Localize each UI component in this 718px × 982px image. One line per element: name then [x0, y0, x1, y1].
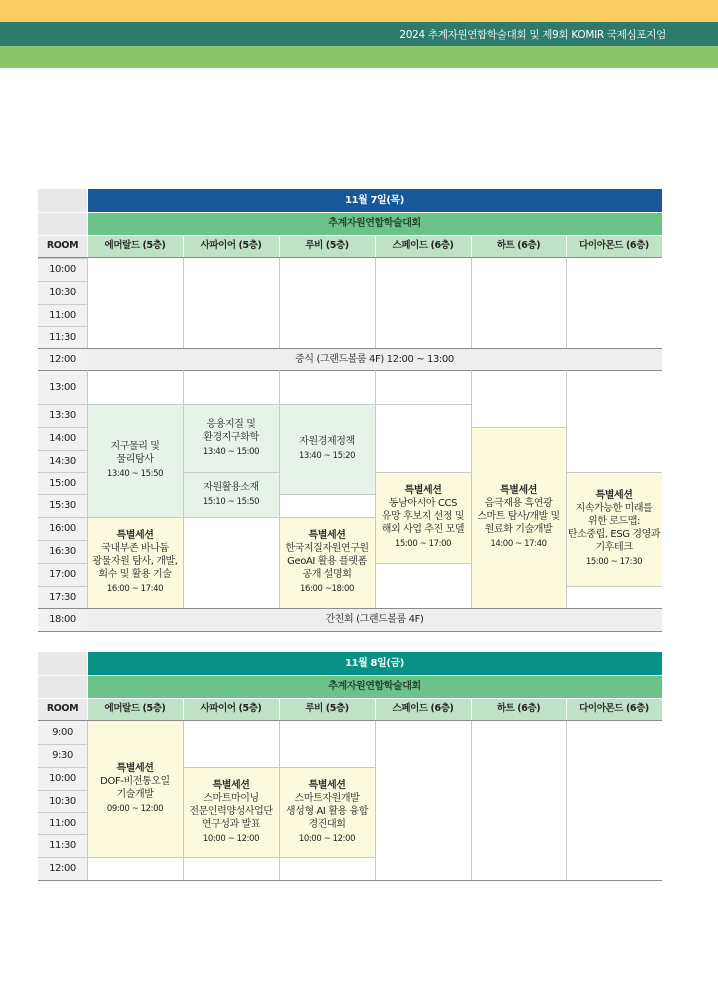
- room-header-1: 에머랄드 (5층): [87, 698, 183, 721]
- session-title: 스마트자원개발 생성형 AI 활용 융합 경진대회: [285, 792, 369, 830]
- room-header-2: 사파이어 (5층): [183, 698, 279, 721]
- grid-line: [471, 427, 566, 428]
- grid-line: [279, 721, 280, 880]
- session-title: 자원활용소재: [203, 481, 259, 493]
- corner-cell: [38, 652, 87, 675]
- session-title: 지구물리 및 물리탐사: [110, 441, 160, 466]
- session-time: 13:40 ~ 15:50: [106, 469, 164, 480]
- session-title: DOF-비전통오일 기술개발: [100, 776, 170, 801]
- session-special-geoai[interactable]: [279, 517, 375, 608]
- session-special-geoai-content: [285, 529, 368, 595]
- grid-line: [38, 281, 87, 282]
- session-label: 특별세션: [499, 485, 538, 497]
- time-label: 14:30: [38, 450, 87, 472]
- grid-line: [38, 427, 87, 428]
- session-time: 13:40 ~ 15:20: [298, 451, 356, 462]
- grid-line: [375, 370, 376, 608]
- session-special-esg[interactable]: [566, 472, 662, 586]
- divider: [375, 235, 376, 258]
- session-time: 14:00 ~ 17:40: [490, 539, 547, 550]
- time-label: 18:00: [38, 608, 87, 631]
- grid-line: [87, 258, 88, 348]
- grid-line: [183, 721, 184, 880]
- time-label: 14:00: [38, 427, 87, 450]
- time-label: 15:00: [38, 472, 87, 494]
- session-label: 특별세션: [116, 530, 154, 542]
- room-header-3: 루비 (5층): [279, 235, 375, 258]
- divider: [566, 698, 567, 721]
- date-bar: 11월 7일(목): [87, 189, 662, 212]
- session-special-graphite-content: [477, 484, 560, 550]
- room-header-4: 스페이드 (6층): [375, 235, 471, 258]
- session-resource-economics-content: [299, 435, 355, 462]
- session-special-smart-mining-content: [189, 779, 272, 845]
- divider: [87, 189, 88, 258]
- grid-line: [38, 857, 375, 858]
- session-time: 13:40 ~ 15:00: [202, 446, 260, 457]
- room-header-5: 하트 (6층): [471, 235, 566, 258]
- divider: [375, 698, 376, 721]
- corner-cell: [38, 212, 87, 235]
- time-label: 16:00: [38, 517, 87, 540]
- conference-bar: 추계자원연합학술대회: [87, 675, 662, 698]
- session-special-ccs[interactable]: [375, 472, 471, 563]
- grid-line: [38, 404, 87, 405]
- session-special-vanadium[interactable]: [87, 517, 183, 608]
- session-time: 10:00 ~ 12:00: [298, 833, 356, 844]
- session-time: 16:00 ~18:00: [299, 584, 354, 595]
- time-label: 11:00: [38, 812, 87, 834]
- time-label: 11:00: [38, 304, 87, 326]
- time-label: 10:00: [38, 767, 87, 790]
- time-label: 10:30: [38, 790, 87, 812]
- grid-line: [279, 258, 280, 348]
- grid-line: [38, 767, 87, 768]
- session-resource-materials[interactable]: [183, 472, 279, 517]
- divider: [38, 212, 662, 213]
- grid-line: [38, 326, 87, 327]
- time-label: 9:30: [38, 744, 87, 767]
- grid-line: [87, 517, 375, 518]
- grid-line: [38, 304, 87, 305]
- grid-line: [87, 721, 88, 880]
- session-geophysics-content: [107, 440, 163, 480]
- session-time: 16:00 ~ 17:40: [106, 584, 164, 595]
- room-header-2: 사파이어 (5층): [183, 235, 279, 258]
- divider: [183, 698, 184, 721]
- divider: [38, 675, 662, 676]
- grid-line: [38, 258, 87, 259]
- divider: [471, 235, 472, 258]
- time-label: 13:00: [38, 370, 87, 404]
- session-time: 15:00 ~ 17:30: [585, 557, 643, 568]
- conference-bar: 추계자원연합학술대회: [87, 212, 662, 235]
- divider: [87, 652, 88, 721]
- grid-line: [38, 744, 87, 745]
- grid-line: [38, 494, 87, 495]
- room-header-6: 다이아몬드 (6층): [566, 698, 662, 721]
- divider: [183, 235, 184, 258]
- session-special-smart-mining[interactable]: [183, 767, 279, 857]
- divider: [38, 235, 662, 236]
- time-label: 11:30: [38, 326, 87, 348]
- grid-line: [38, 257, 662, 258]
- session-special-dof[interactable]: [87, 721, 183, 857]
- divider: [471, 698, 472, 721]
- grid-line: [38, 586, 87, 587]
- grid-line: [38, 834, 87, 835]
- session-label: 특별세션: [308, 779, 346, 791]
- time-label: 10:30: [38, 281, 87, 304]
- grid-line: [38, 812, 87, 813]
- grid-line: [375, 721, 376, 880]
- lunch-row: 중식 (그랜드볼룸 4F) 12:00 ~ 13:00: [87, 348, 662, 370]
- grid-line: [87, 370, 88, 608]
- time-label: 12:00: [38, 348, 87, 370]
- session-label: 특별세션: [404, 485, 442, 497]
- session-special-dof-content: [100, 762, 170, 815]
- grid-line: [471, 370, 472, 608]
- grid-line: [38, 880, 662, 881]
- session-time: 10:00 ~ 12:00: [202, 833, 260, 844]
- grid-line: [38, 517, 87, 518]
- session-title: 자원경제정책: [299, 436, 355, 448]
- corner-cell: [38, 675, 87, 698]
- room-header-4: 스페이드 (6층): [375, 698, 471, 721]
- grid-line: [38, 540, 87, 541]
- header-title: 2024 추계자원연합학술대회 및 제9회 KOMIR 국제심포지엄: [399, 29, 666, 41]
- date-bar: 11월 8일(금): [87, 652, 662, 675]
- grid-line: [38, 720, 662, 721]
- grid-line: [566, 472, 662, 473]
- session-title: 동남아시아 CCS 유망 후보지 선정 및 해외 사업 추진 모델: [381, 498, 465, 536]
- session-resource-materials-content: [203, 481, 259, 508]
- grid-line: [38, 608, 662, 609]
- time-label: 17:30: [38, 586, 87, 608]
- divider: [38, 698, 662, 699]
- session-label: 특별세션: [308, 530, 346, 542]
- grid-line: [38, 370, 662, 371]
- grid-line: [38, 450, 87, 451]
- session-time: 09:00 ~ 12:00: [106, 804, 164, 815]
- grid-line: [471, 721, 472, 880]
- session-special-ai-contest[interactable]: [279, 767, 375, 857]
- divider: [279, 698, 280, 721]
- grid-line: [279, 370, 280, 608]
- grid-line: [566, 586, 662, 587]
- room-header-3: 루비 (5층): [279, 698, 375, 721]
- session-title: 스마트마이닝 전문인력양성사업단 연구성과 발표: [189, 792, 273, 830]
- divider: [279, 235, 280, 258]
- grid-line: [38, 563, 87, 564]
- room-header-label: ROOM: [38, 235, 87, 258]
- grid-line: [566, 258, 567, 348]
- session-applied-geology-content: [203, 418, 259, 458]
- grid-line: [375, 472, 471, 473]
- grid-line: [183, 258, 184, 348]
- time-label: 9:00: [38, 721, 87, 744]
- header-band-light-green: [0, 46, 718, 68]
- grid-line: [38, 790, 87, 791]
- session-special-ai-contest-content: [286, 779, 368, 845]
- room-header-1: 에머랄드 (5층): [87, 235, 183, 258]
- session-label: 특별세션: [116, 763, 154, 775]
- dinner-row: 간친회 (그랜드볼룸 4F): [87, 608, 662, 631]
- grid-line: [38, 631, 662, 632]
- grid-line: [566, 721, 567, 880]
- grid-line: [183, 472, 279, 473]
- session-title: 음극재용 흑연광 스마트 탐사/개발 및 원료화 기술개발: [477, 498, 560, 536]
- session-title: 한국지질자원연구원 GeoAI 활용 플랫폼 공개 설명회: [285, 543, 369, 581]
- room-header-label: ROOM: [38, 698, 87, 721]
- session-title: 지속가능한 미래를 위한 로드맵: 탄소중립, ESG 경영과 기후테크: [567, 503, 661, 554]
- time-label: 13:30: [38, 404, 87, 427]
- time-label: 12:00: [38, 857, 87, 880]
- grid-line: [38, 472, 87, 473]
- time-label: 10:00: [38, 258, 87, 281]
- session-special-esg-content: [568, 489, 660, 568]
- time-label: 15:30: [38, 494, 87, 517]
- session-time: 15:00 ~ 17:00: [394, 539, 452, 550]
- session-applied-geology[interactable]: [183, 404, 279, 472]
- time-label: 11:30: [38, 834, 87, 857]
- session-time: 15:10 ~ 15:50: [202, 496, 260, 507]
- divider: [566, 235, 567, 258]
- corner-cell: [38, 189, 87, 212]
- grid-line: [183, 370, 184, 608]
- grid-line: [375, 258, 376, 348]
- session-special-ccs-content: [382, 484, 464, 550]
- session-title: 국내부존 바나듐 광물자원 탐사, 개발, 회수 및 활용 기술: [92, 543, 178, 581]
- room-header-6: 다이아몬드 (6층): [566, 235, 662, 258]
- header-band-yellow: [0, 0, 718, 22]
- grid-line: [566, 370, 567, 608]
- session-resource-economics[interactable]: [279, 404, 375, 494]
- time-label: 17:00: [38, 563, 87, 586]
- session-special-vanadium-content: [92, 529, 177, 595]
- grid-line: [375, 563, 471, 564]
- grid-line: [471, 258, 472, 348]
- grid-line: [38, 348, 662, 349]
- time-label: 16:30: [38, 540, 87, 563]
- session-label: 특별세션: [595, 490, 633, 502]
- session-title: 응용지질 및 환경지구화학: [203, 418, 259, 443]
- session-special-graphite[interactable]: [471, 427, 566, 608]
- session-label: 특별세션: [212, 779, 250, 791]
- session-geophysics[interactable]: [87, 404, 183, 517]
- room-header-5: 하트 (6층): [471, 698, 566, 721]
- grid-line: [279, 494, 375, 495]
